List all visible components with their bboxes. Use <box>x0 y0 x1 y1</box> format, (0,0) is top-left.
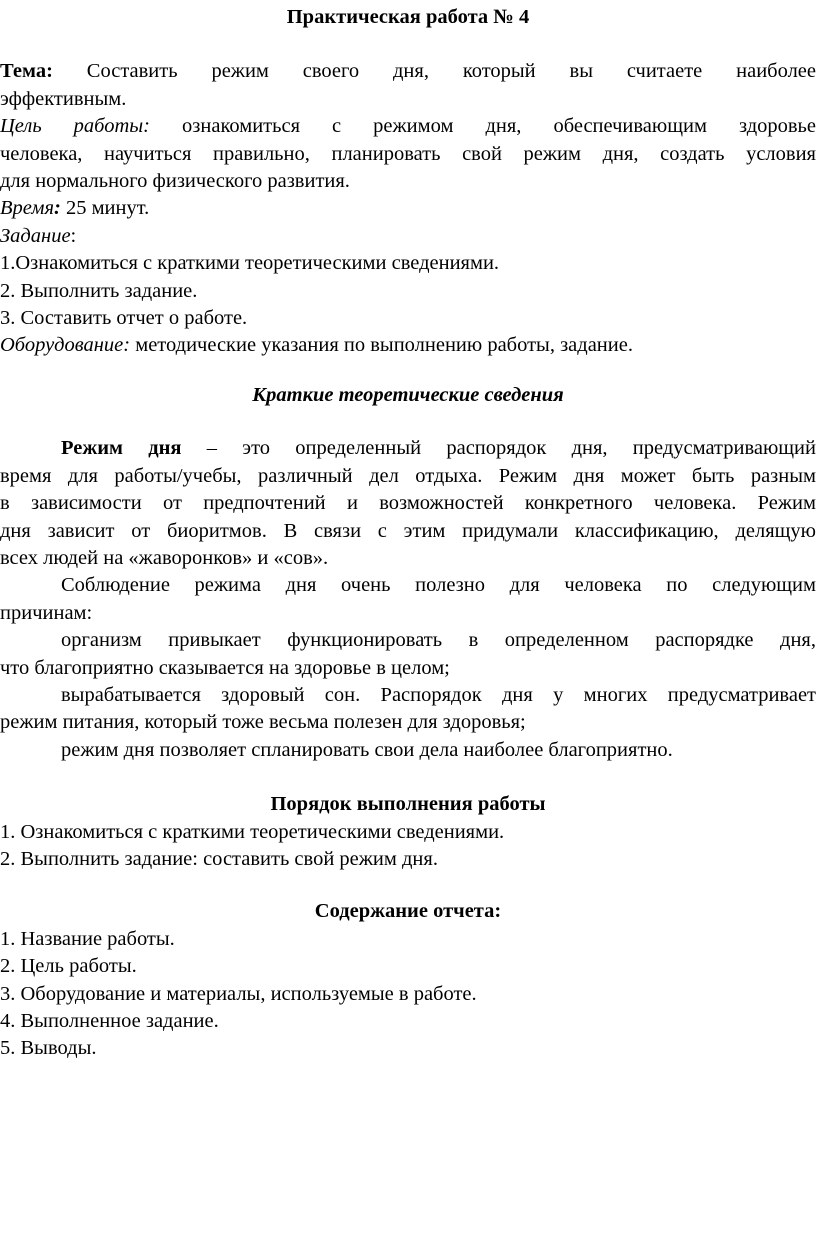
report-item: 3. Оборудование и материалы, используемые в работе. <box>0 982 477 1005</box>
task-label: Задание <box>0 224 71 247</box>
task-colon: : <box>70 224 77 247</box>
time-value: 25 минут. <box>65 197 150 220</box>
goal-line-2: человека, научиться правильно, планировать свой режим дня, создать условия <box>0 142 816 165</box>
equipment-label: Оборудование: <box>0 334 131 357</box>
theory-heading: Краткие теоретические сведения <box>252 383 564 406</box>
theory-p5-line-1: режим дня позволяет спланировать свои дела наиболее благоприятно. <box>61 738 673 761</box>
theory-p4-line-1: вырабатывается здоровый сон. Распорядок дня у многих предусматривает <box>61 683 816 706</box>
theory-p1-line-1 <box>0 435 816 462</box>
spacer <box>0 873 816 898</box>
theory-p3-line-2: что благоприятно сказывается на здоровье в целом; <box>0 656 450 679</box>
spacer <box>0 31 816 58</box>
theory-p1-line-3: в зависимости от предпочтений и возможностей конкретного человека. Режим <box>0 492 816 515</box>
page-title: Практическая работа № 4 <box>286 6 530 28</box>
report-item: 4. Выполненное задание. <box>0 1010 219 1032</box>
time-colon: : <box>53 197 61 220</box>
spacer <box>0 764 816 791</box>
task-item: 2. Выполнить задание. <box>0 279 198 302</box>
task-heading <box>0 223 816 250</box>
topic-line-1 <box>0 58 816 85</box>
report-item: 2. Цель работы. <box>0 955 137 978</box>
procedure-item: 1. Ознакомиться с краткими теоретическими сведениями. <box>0 820 505 843</box>
theory-p2-line-1: Соблюдение режима дня очень полезно для человека по следующим <box>61 574 816 597</box>
goal-line-3: для нормального физического развития. <box>0 170 350 193</box>
topic-text-1: Составить режим своего дня, который вы считаете наиболее <box>86 60 816 83</box>
report-item: 1. Название работы. <box>0 927 175 950</box>
equipment-line <box>0 332 816 359</box>
equipment-text: методические указания по выполнению работы, задание. <box>135 334 633 357</box>
report-heading: Содержание отчета: <box>314 900 502 923</box>
theory-p2-line-2: причинам: <box>0 601 93 624</box>
procedure-item: 2. Выполнить задание: составить свой режим дня. <box>0 847 438 870</box>
procedure-heading: Порядок выполнения работы <box>270 793 546 816</box>
topic-line-2: эффективным. <box>0 87 127 110</box>
spacer <box>0 409 816 435</box>
theory-p1-line-2: время для работы/учебы, различный дел отдыха. Режим дня может быть разным <box>0 464 816 487</box>
task-item: 1.Ознакомиться с краткими теоретическими сведениями. <box>0 252 500 275</box>
goal-line-1 <box>0 113 816 140</box>
goal-text-1: ознакомиться с режимом дня, обеспечивающим здоровье <box>182 115 816 138</box>
theory-p1-line-5: всех людей на «жаворонков» и «сов». <box>0 546 329 569</box>
theory-p4-line-2: режим питания, который тоже весьма полезен для здоровья; <box>0 711 526 734</box>
theory-p1-text-1: – это определенный распорядок дня, предусматривающий <box>206 437 816 460</box>
time-label: Время <box>0 197 54 220</box>
report-item: 5. Выводы. <box>0 1037 97 1060</box>
theory-p3-line-1: организм привыкает функционировать в определенном распорядке дня, <box>61 629 816 652</box>
goal-label: Цель работы: <box>0 115 150 138</box>
theory-p1-line-4: дня зависит от биоритмов. В связи с этим придумали классификацию, делящую <box>0 519 816 542</box>
theory-term: Режим дня <box>61 437 182 460</box>
time-line <box>0 195 816 222</box>
topic-label: Тема: <box>0 60 53 83</box>
task-item: 3. Составить отчет о работе. <box>0 307 248 330</box>
spacer <box>0 360 816 382</box>
